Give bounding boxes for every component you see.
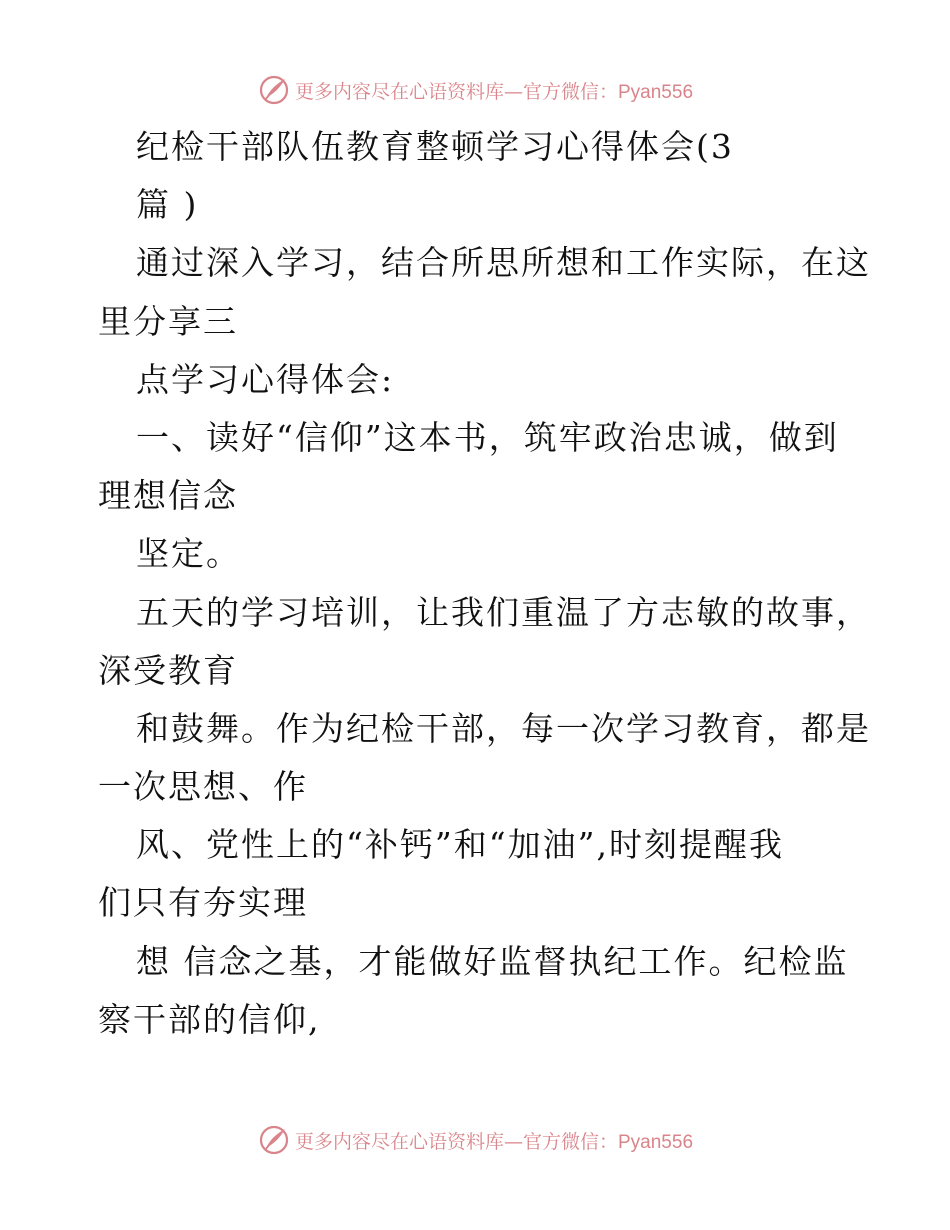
text-line: 想 信念之基，才能做好监督执纪工作。纪检监 <box>136 941 849 981</box>
quill-circle-logo-icon <box>257 73 291 107</box>
text-line: 通过深入学习，结合所思所想和工作实际，在这 <box>136 243 871 283</box>
text-line: 点学习心得体会: <box>136 359 395 399</box>
text-line: 理想信念 <box>98 476 238 516</box>
text-line: 深受教育 <box>98 650 238 690</box>
document-body <box>98 118 871 1049</box>
header-watermark <box>0 70 950 110</box>
watermark-text: 更多内容尽在心语资料库—官方微信：Pyan556 <box>294 1130 694 1153</box>
text-line: 纪检干部队伍教育整顿学习心得体会(3 <box>136 127 734 166</box>
text-line: 风、党性上的“补钙”和“加油”,时刻提醒我 <box>136 825 784 865</box>
text-line: 一次思想、作 <box>98 767 308 807</box>
text-line: 里分享三 <box>98 301 238 341</box>
text-line: 们只有夯实理 <box>98 883 308 923</box>
quill-circle-logo-icon <box>257 1123 291 1157</box>
text-line: 坚定。 <box>136 534 241 574</box>
watermark-text: 更多内容尽在心语资料库—官方微信：Pyan556 <box>294 80 694 103</box>
text-line: 察干部的信仰, <box>98 999 321 1039</box>
text-line: 和鼓舞。作为纪检干部，每一次学习教育，都是 <box>136 708 871 748</box>
text-line: 一、读好“信仰”这本书，筑牢政治忠诚，做到 <box>136 417 839 457</box>
text-line: 五天的学习培训，让我们重温了方志敏的故事， <box>136 592 871 632</box>
text-line: 篇 ) <box>136 185 199 225</box>
footer-watermark <box>0 1120 950 1160</box>
